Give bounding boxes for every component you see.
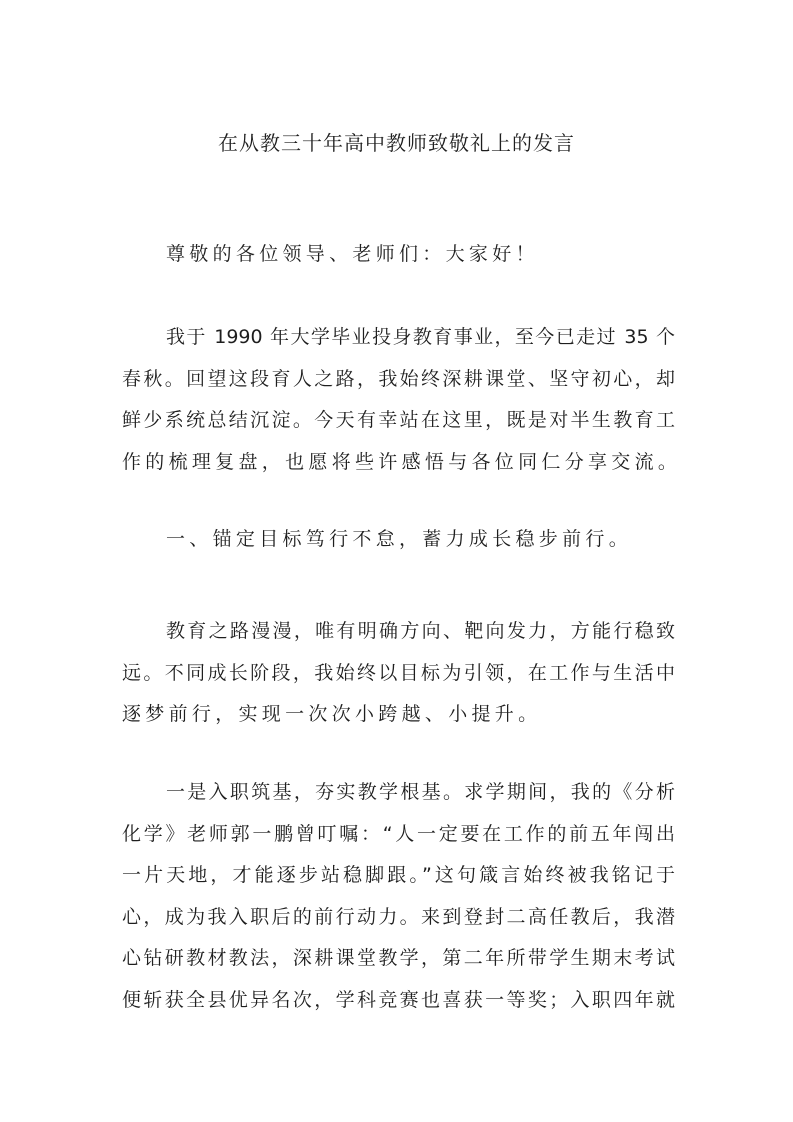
paragraph-intro [122,317,682,483]
paragraph-section-1 [122,611,675,736]
text-line: 化学》老师郭一鹏曾叮嘱：“人一定要在工作的前五年闯出 [122,822,675,845]
text-line: 远。不同成长阶段，我始终以目标为引领，在工作与生活中 [122,661,675,684]
salutation-paragraph [122,234,675,276]
text-line: 春秋。回望这段育人之路，我始终深耕课堂、坚守初心，却 [122,367,675,390]
text-line: 我于 1990 年大学毕业投身教育事业，至今已走过 35 个 [166,326,675,348]
salutation: 尊敬的各位领导、老师们：大家好！ [166,243,539,265]
text-line: 心，成为我入职后的前行动力。来到登封二高任教后，我潜 [122,905,675,928]
text-line: 鲜少系统总结沉淀。今天有幸站在这里，既是对半生教育工 [122,409,675,431]
text-line: 一是入职筑基，夯实教学根基。求学期间，我的《分析 [166,781,675,803]
section-heading: 一、锚定目标笃行不怠，蓄力成长稳步前行。 [166,528,633,550]
text-line: 心钻研教材教法，深耕课堂教学，第二年所带学生期末考试 [122,947,675,969]
section-heading-1 [122,519,675,561]
text-line: 便斩获全县优异名次，学科竞赛也喜获一等奖；入职四年就 [122,988,675,1011]
text-line: 一片天地，才能逐步站稳脚跟。”这句箴言始终被我铭记于 [122,864,675,886]
document-title: 在从教三十年高中教师致敬礼上的发言 [218,131,575,155]
text-line: 作的梳理复盘，也愿将些许感悟与各位同仁分享交流。 [122,450,682,473]
text-line: 逐梦前行，实现一次次小跨越、小提升。 [122,703,542,725]
paragraph-point-1 [122,772,675,1021]
text-line: 教育之路漫漫，唯有明确方向、靶向发力，方能行稳致 [166,620,675,642]
